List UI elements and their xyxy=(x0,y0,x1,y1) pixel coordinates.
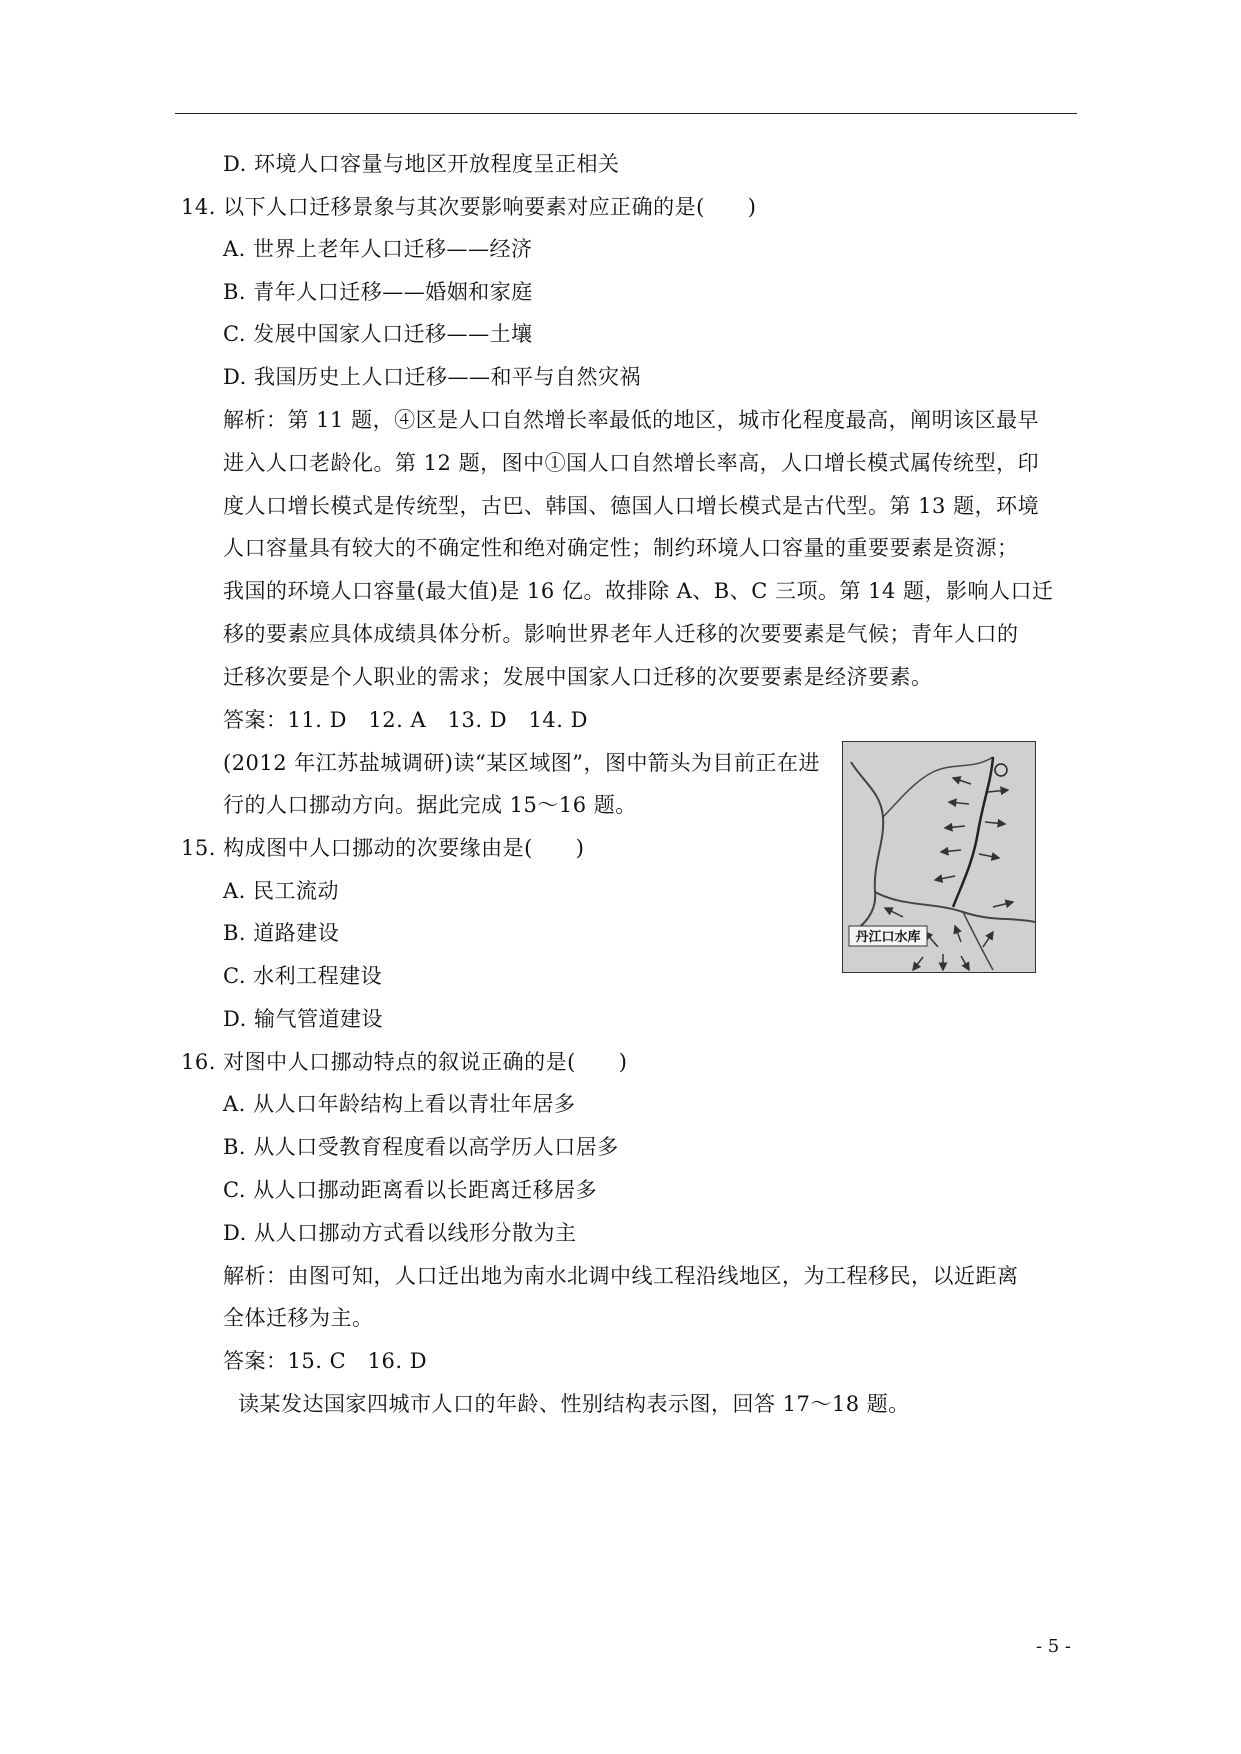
analysis-line: 移的要素应具体成绩具体分析。影响世界老年人迁移的次要要素是气候；青年人口的 xyxy=(223,622,1019,646)
region-map xyxy=(842,741,1036,973)
q16-option-a: A. 从人口年龄结构上看以青壮年居多 xyxy=(223,1092,576,1116)
q16-stem: 16. 对图中人口挪动特点的叙说正确的是( ) xyxy=(181,1050,628,1074)
next-passage-intro: 读某发达国家四城市人口的年龄、性别结构表示图，回答 17～18 题。 xyxy=(238,1392,910,1416)
analysis-line: 解析：第 11 题，④区是人口自然增长率最低的地区，城市化程度最高，阐明该区最早 xyxy=(223,408,1040,432)
analysis-line: 人口容量具有较大的不确定性和绝对确定性；制约环境人口容量的重要要素是资源； xyxy=(223,536,1019,560)
q15-option-d: D. 输气管道建设 xyxy=(223,1007,383,1031)
analysis-line: 我国的环境人口容量(最大值)是 16 亿。故排除 A、B、C 三项。第 14 题，影响人口迁 xyxy=(223,579,1054,603)
analysis-line: 全体迁移为主。 xyxy=(223,1306,374,1330)
map-label: 丹江口水库 xyxy=(855,930,921,945)
q16-option-d: D. 从人口挪动方式看以线形分散为主 xyxy=(223,1221,577,1245)
answer-line: 答案：15. C 16. D xyxy=(223,1349,428,1373)
q14-stem: 14. 以下人口迁移景象与其次要影响要素对应正确的是( ) xyxy=(181,195,757,219)
page-number: - 5 - xyxy=(1035,1636,1071,1657)
q15-option-a: A. 民工流动 xyxy=(223,879,340,903)
q16-option-c: C. 从人口挪动距离看以长距离迁移居多 xyxy=(223,1178,598,1202)
q14-option-a: A. 世界上老年人口迁移——经济 xyxy=(223,237,533,261)
answer-line: 答案：11. D 12. A 13. D 14. D xyxy=(223,708,588,732)
q14-option-d: D. 我国历史上人口迁移——和平与自然灾祸 xyxy=(223,365,641,389)
q13-option-d: D. 环境人口容量与地区开放程度呈正相关 xyxy=(223,152,620,176)
header-rule xyxy=(175,113,1077,114)
analysis-line: 度人口增长模式是传统型，古巴、韩国、德国人口增长模式是古代型。第 13 题，环境 xyxy=(223,494,1040,518)
passage-intro: 行的人口挪动方向。据此完成 15～16 题。 xyxy=(223,793,637,817)
analysis-line: 迁移次要是个人职业的需求；发展中国家人口迁移的次要要素是经济要素。 xyxy=(223,665,933,689)
q16-option-b: B. 从人口受教育程度看以高学历人口居多 xyxy=(223,1135,619,1159)
analysis-line: 解析：由图可知，人口迁出地为南水北调中线工程沿线地区，为工程移民，以近距离 xyxy=(223,1264,1019,1288)
q15-option-c: C. 水利工程建设 xyxy=(223,964,383,988)
analysis-line: 进入人口老龄化。第 12 题，图中①国人口自然增长率高，人口增长模式属传统型，印 xyxy=(223,451,1040,475)
q15-stem: 15. 构成图中人口挪动的次要缘由是( ) xyxy=(181,836,585,860)
q14-option-c: C. 发展中国家人口迁移——土壤 xyxy=(223,322,533,346)
q14-option-b: B. 青年人口迁移——婚姻和家庭 xyxy=(223,280,533,304)
passage-intro: (2012 年江苏盐城调研)读“某区域图”，图中箭头为目前正在进 xyxy=(223,751,820,775)
q15-option-b: B. 道路建设 xyxy=(223,921,340,945)
